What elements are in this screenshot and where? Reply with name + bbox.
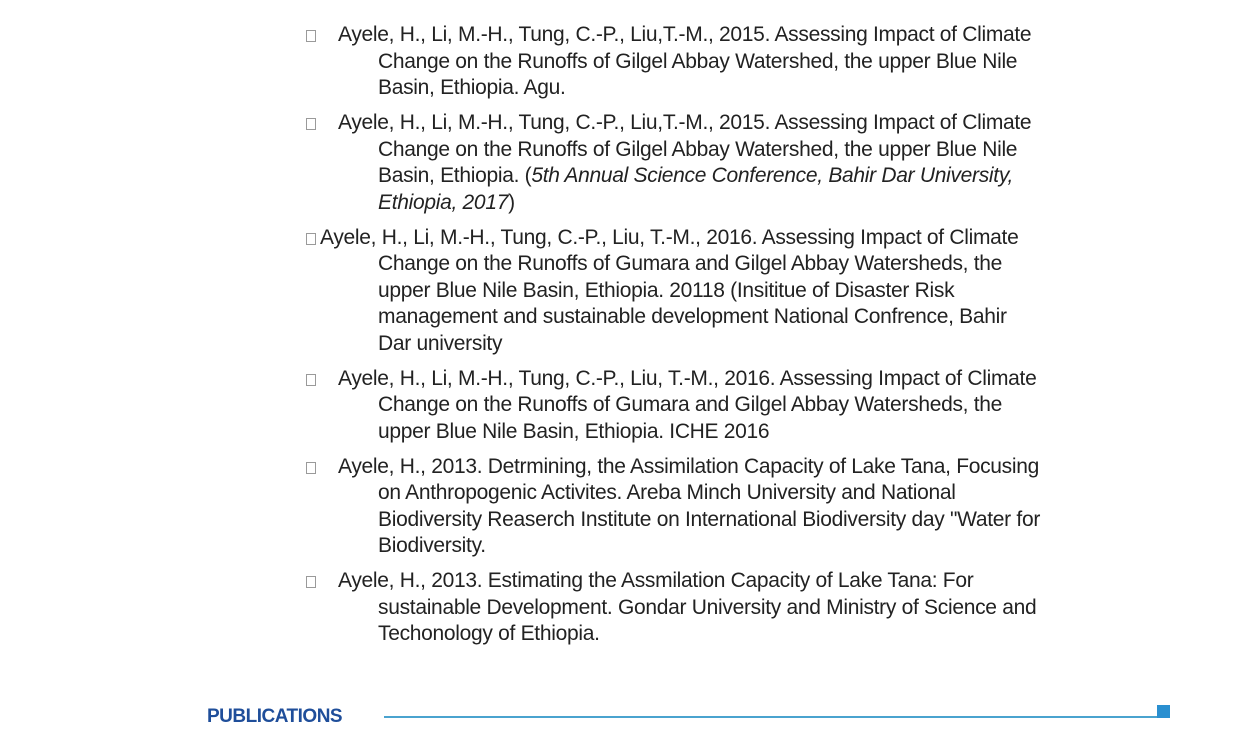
entry-first-line: Ayele, H., 2013. Detrmining, the Assimilation Capacity of Lake Tana, Focusing [338, 454, 1040, 478]
section-title: PUBLICATIONS [207, 706, 343, 727]
entry-continuation [306, 137, 1096, 217]
entry-line: Change on the Runoffs of Gumara and Gilgel Abbay Watersheds, the [378, 252, 1003, 275]
entry-text: ) [508, 190, 515, 214]
list-item [306, 225, 1096, 358]
entry-line: Biodiversity Reaserch Institute on International Biodiversity day "Water for [378, 507, 1041, 531]
entry-first-line: Ayele, H., Li, M.-H., Tung, C.-P., Liu, T.-M., 2016. Assessing Impact of Climate [320, 225, 1019, 249]
conference-name: 5th Annual Science Conference, Bahir Dar University, [531, 164, 1014, 187]
entry-line [378, 190, 1096, 217]
entry-line: Change on the Runoffs of Gilgel Abbay Watershed, the upper Blue Nile [378, 137, 1018, 161]
entry-line: Change on the Runoffs of Gumara and Gilgel Abbay Watersheds, the [378, 393, 1003, 416]
presentation-list [306, 22, 1096, 656]
entry-line: Change on the Runoffs of Gilgel Abbay Watershed, the upper Blue Nile [378, 49, 1018, 73]
entry-continuation [306, 480, 1096, 560]
entry-line: sustainable Development. Gondar University and Ministry of Science and [378, 595, 1037, 619]
list-item [306, 110, 1096, 216]
entry-line: upper Blue Nile Basin, Ethiopia. 20118 (Insititue of Disaster Risk [378, 278, 955, 302]
section-divider [384, 716, 1160, 718]
list-item [306, 22, 1096, 102]
bullet-box-icon [306, 233, 316, 245]
entry-line: Dar university [378, 331, 503, 355]
entry-line: Techonology of Ethiopia. [378, 622, 600, 645]
entry-continuation [306, 49, 1096, 102]
bullet-box-icon [306, 462, 316, 474]
entry-line: upper Blue Nile Basin, Ethiopia. ICHE 2016 [378, 419, 770, 443]
conference-location: Ethiopia, 2017 [378, 190, 509, 214]
bullet-box-icon [306, 118, 316, 130]
entry-line [378, 163, 1096, 190]
entry-line: on Anthropogenic Activites. Areba Minch University and National [378, 481, 956, 504]
entry-line: Basin, Ethiopia. Agu. [378, 76, 566, 99]
entry-first-line: Ayele, H., Li, M.-H., Tung, C.-P., Liu,T.-M., 2015. Assessing Impact of Climate [338, 23, 1032, 46]
entry-line: Biodiversity. [378, 534, 486, 557]
list-item [306, 366, 1096, 446]
bullet-box-icon [306, 374, 316, 386]
entry-continuation [306, 251, 1096, 357]
entry-continuation [306, 392, 1096, 445]
bullet-box-icon [306, 30, 316, 42]
bullet-box-icon [306, 576, 316, 588]
entry-text: Basin, Ethiopia. ( [378, 164, 532, 187]
entry-line: management and sustainable development National Confrence, Bahir [378, 305, 1007, 328]
entry-continuation [306, 595, 1096, 648]
entry-first-line: Ayele, H., Li, M.-H., Tung, C.-P., Liu,T.-M., 2015. Assessing Impact of Climate [338, 111, 1032, 134]
entry-first-line: Ayele, H., Li, M.-H., Tung, C.-P., Liu, T.-M., 2016. Assessing Impact of Climate [338, 366, 1037, 390]
section-header-publications [207, 705, 1171, 731]
list-item [306, 568, 1096, 648]
list-item [306, 454, 1096, 560]
entry-first-line: Ayele, H., 2013. Estimating the Assmilation Capacity of Lake Tana: For [338, 569, 974, 592]
square-marker-icon [1157, 705, 1170, 718]
